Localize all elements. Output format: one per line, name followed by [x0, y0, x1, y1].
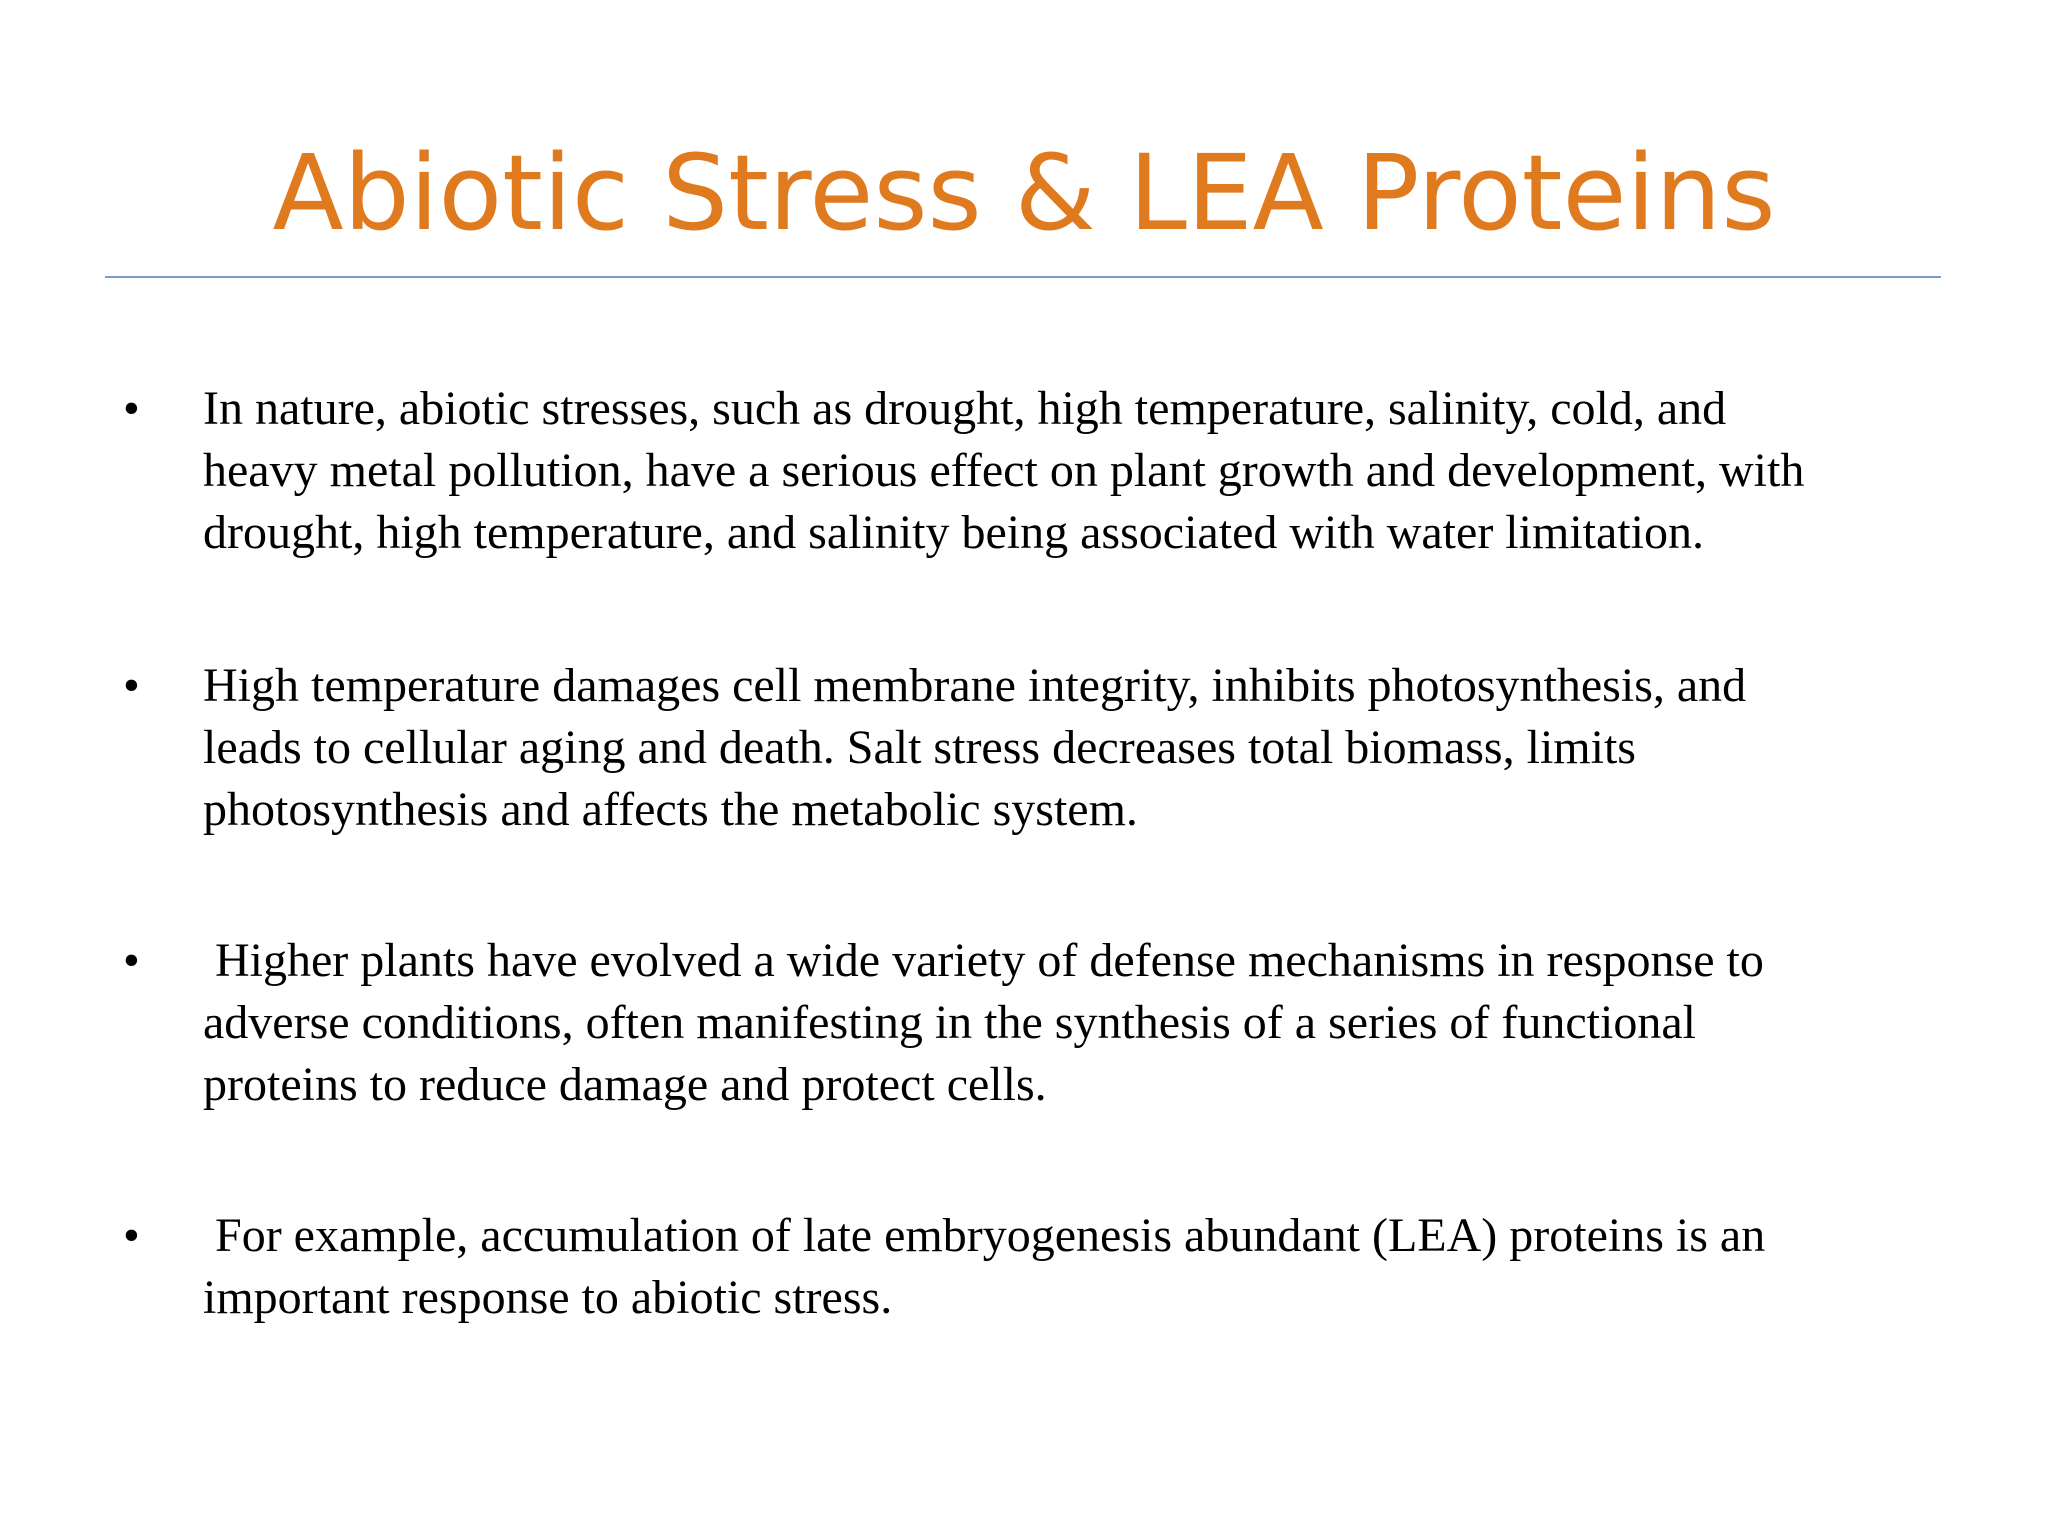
bullet-marker: • [123, 382, 140, 435]
bullet-text: Higher plants have evolved a wide variety of defense mechanisms in response to adverse conditions, often manifesting in the synthesis of a series of functional proteins to reduce damage and protect cells. [203, 934, 1764, 1111]
bullet-marker: • [123, 659, 140, 712]
bullet-text: For example, accumulation of late embryogenesis abundant (LEA) proteins is an important response to abiotic stress. [203, 1209, 1766, 1324]
slide-title: Abiotic Stress & LEA Proteins [272, 132, 1776, 254]
bullet-text: In nature, abiotic stresses, such as drought, high temperature, salinity, cold, and heavy metal pollution, have a serious effect on plant growth and development, with drought, high temperature, and salinity being associated with water limitation. [203, 382, 1805, 559]
bullet-marker: • [123, 1209, 140, 1262]
bullet-text: High temperature damages cell membrane integrity, inhibits photosynthesis, and leads to cellular aging and death. Salt stress decreases total biomass, limits photosynthesis and affects the metabolic system. [203, 659, 1747, 836]
bullet-marker: • [123, 934, 140, 987]
